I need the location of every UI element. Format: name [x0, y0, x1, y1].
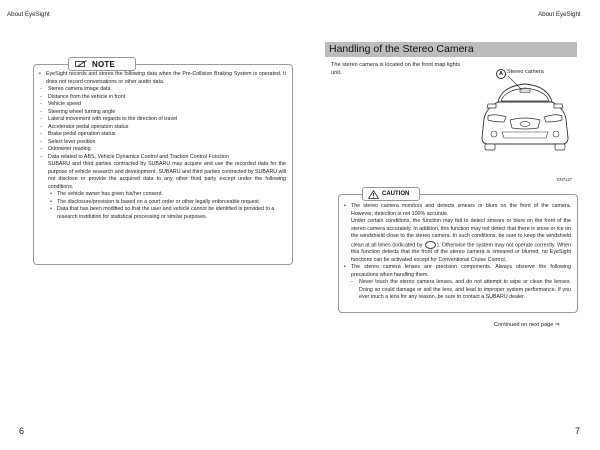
list-item: - Brake pedal operation status: [38, 131, 286, 139]
note-title: NOTE: [92, 59, 116, 69]
note-intro: • EyeSight records and stores the following data when the Pre-Collision Braking System is operated. It does not record conversations or other audio data.: [38, 71, 286, 86]
list-item: - Steering wheel turning angle: [38, 109, 286, 117]
callout-marker: A: [496, 69, 506, 79]
note-content: [38, 71, 286, 221]
caution-content: [343, 203, 571, 302]
list-item: - Odometer reading: [38, 146, 286, 154]
caution-label: [362, 187, 420, 201]
list-item: • The disclosure/provision is based on a court order or other legally enforceable request.: [48, 199, 286, 207]
car-front-illustration: [470, 64, 580, 164]
note-label: [68, 57, 136, 71]
note-conditions-list: [48, 191, 286, 221]
figure-code: EN7127: [557, 177, 573, 182]
note-pencil-icon: [75, 60, 87, 68]
page-number-right: 7: [575, 426, 581, 436]
list-item: - Stereo camera image data: [38, 86, 286, 94]
warning-triangle-icon: [368, 190, 379, 199]
continued-on-next-page: Continued on next page ⇒: [494, 322, 560, 328]
running-header-right: About EyeSight: [538, 11, 581, 18]
section-intro: The stereo camera is located on the front map lights unit.: [331, 62, 461, 76]
camera-area-icon: [425, 241, 436, 249]
caution-title: CAUTION: [382, 191, 410, 197]
list-item: • Data that has been modified so that the user and vehicle cannot be identified is provided to a research institution for statistical processing or similar purposes.: [48, 206, 286, 221]
list-item: - Data related to ABS, Vehicle Dynamics Control and Traction Control Function: [38, 154, 286, 162]
list-item: - Accelerator pedal operation status: [38, 124, 286, 132]
note-data-list: [38, 86, 286, 161]
list-item: • The vehicle owner has given his/her consent.: [48, 191, 286, 199]
list-item: - Distance from the vehicle in front: [38, 94, 286, 102]
caution-bullet-1: • The stereo camera monitors and detects smears or blurs on the front of the camera. However, detection is not 100% accurate.: [343, 203, 571, 218]
caution-precautions-list: [349, 279, 571, 302]
running-header-left: About EyeSight: [7, 11, 50, 18]
caution-bullet-1-detail: [343, 218, 571, 264]
note-paragraph: SUBARU and third parties contracted by SUBARU may acquire and use the recorded data for the purpose of vehicle research and development. SUBARU and third parties contracted by SUBARU will not disclose or provide the acquired data to any other third party except under the following conditions.: [48, 161, 286, 190]
list-item: - Select lever position: [38, 139, 286, 147]
list-item: - Never touch the stereo camera lenses, and do not attempt to wipe or clean the lenses. Doing so could damage or soil the lens, and lead to improper system performance. If you ever touch a lens for any reason, be sure to contact a SUBARU dealer.: [349, 279, 571, 302]
list-item: - Vehicle speed: [38, 101, 286, 109]
list-item: - Lateral movement with regards to the direction of travel: [38, 116, 286, 124]
callout-label: Stereo camera: [507, 69, 544, 75]
caution-detail-part-1: Under certain conditions, the function may fail to detect smears or blurs on the front of the stereo camera accurately. In addition, this function may not detect that there is snow or ice on the windshield close to the stereo camera. In such conditions, be sure to keep the windshield clean at all times (indicated by: [351, 218, 571, 248]
section-title: Handling of the Stereo Camera: [325, 42, 577, 57]
caution-bullet-2: • The stereo camera lenses are precision components. Always observe the following precautions when handling them.: [343, 264, 571, 279]
caution-detail-part-2: ). Otherwise the system may not operate correctly. When this function detects that the front of the stereo camera is smeared or blurred, no EyeSight functions can be activated except for Conventional Cruise Control.: [351, 241, 571, 263]
page-number-left: 6: [19, 426, 25, 436]
